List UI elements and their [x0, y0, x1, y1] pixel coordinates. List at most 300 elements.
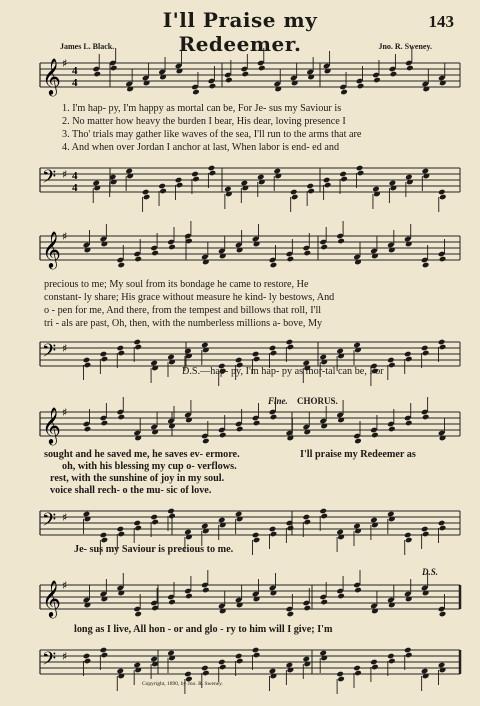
- note: [167, 227, 176, 250]
- note: [319, 582, 328, 605]
- note-head: [257, 174, 265, 181]
- note-head: [201, 342, 209, 349]
- note-head: [269, 668, 277, 675]
- note-head: [150, 656, 158, 663]
- note: [257, 174, 266, 197]
- note: [387, 511, 396, 534]
- note-head-lower: [253, 420, 261, 427]
- note-head-lower: [101, 420, 109, 427]
- note: [252, 403, 261, 426]
- note-head-lower: [422, 531, 430, 538]
- note-head-lower: [270, 262, 278, 269]
- note-head: [336, 529, 344, 536]
- note-head: [286, 662, 294, 669]
- note-head-lower: [439, 256, 447, 263]
- note: [92, 54, 101, 77]
- note-head: [167, 508, 175, 515]
- time-signature-bottom: 4: [72, 77, 78, 89]
- note: [235, 511, 244, 534]
- note-head-lower: [354, 587, 362, 594]
- note-head-lower: [320, 599, 328, 606]
- note-head: [175, 177, 183, 184]
- time-signature-top: 4: [72, 170, 78, 182]
- note-head: [133, 339, 141, 346]
- note: [184, 576, 193, 599]
- note-head: [421, 668, 429, 675]
- note: [353, 523, 362, 546]
- note-head: [133, 520, 141, 527]
- note-head-lower: [84, 362, 92, 369]
- note-head-lower: [202, 438, 210, 445]
- note-head: [218, 517, 226, 524]
- note-head-lower: [270, 414, 278, 421]
- note: [336, 576, 345, 599]
- note: [405, 48, 414, 71]
- note-head-lower: [270, 350, 278, 357]
- note-head-lower: [439, 611, 447, 618]
- note-head: [387, 653, 395, 660]
- note-head-lower: [134, 525, 142, 532]
- note: [438, 662, 447, 685]
- note-head-lower: [303, 605, 311, 612]
- note: [269, 668, 278, 691]
- note-head: [150, 360, 158, 367]
- note-head-lower: [168, 599, 176, 606]
- copyright-notice: Copyright, 1890, by Jno. R. Sweney.: [142, 681, 223, 687]
- note-head-lower: [84, 658, 92, 665]
- note: [150, 360, 159, 383]
- note: [150, 233, 159, 256]
- note-head-lower: [209, 83, 217, 90]
- note: [421, 397, 430, 420]
- note: [372, 186, 381, 209]
- note-head: [218, 659, 226, 666]
- note-head: [404, 647, 412, 654]
- note-head-lower: [202, 670, 210, 677]
- note-head-lower: [176, 182, 184, 189]
- note-head-lower: [84, 426, 92, 433]
- note: [167, 354, 176, 377]
- bass-clef-icon: 𝄢: [42, 341, 57, 366]
- time-signature-bottom: 4: [72, 182, 78, 194]
- note-head-lower: [324, 182, 332, 189]
- note: [356, 66, 365, 89]
- note-head-lower: [287, 611, 295, 618]
- note-head-lower: [219, 664, 227, 671]
- note: [273, 168, 282, 191]
- note-head: [100, 351, 108, 358]
- note-head-lower: [354, 670, 362, 677]
- note-head: [235, 357, 243, 364]
- note-head: [235, 511, 243, 518]
- note-head: [224, 186, 232, 193]
- note-head: [353, 523, 361, 530]
- note-head: [191, 171, 199, 178]
- note-head: [306, 183, 314, 190]
- note-head: [100, 647, 108, 654]
- verse-4-line-3: voice shall rech- o the mu- sic of love.: [50, 485, 212, 496]
- chorus-bass-lyric: Je- sus my Saviour is precious to me.: [74, 544, 234, 555]
- treble-clef-icon: 𝄞: [42, 230, 61, 268]
- note-head-lower: [159, 188, 167, 195]
- note: [405, 174, 414, 197]
- note-head: [387, 357, 395, 364]
- treble-staff-2: [0, 228, 480, 268]
- note-head: [133, 662, 141, 669]
- note-head: [404, 532, 412, 539]
- note-head: [438, 189, 446, 196]
- note-head-lower: [219, 432, 227, 439]
- verse-2-line-1: 2. No matter how heavy the burden I bear, His dear, loving presence I: [62, 116, 346, 127]
- note-head: [319, 354, 327, 361]
- note: [83, 409, 92, 432]
- sharp-icon: ♯: [62, 57, 68, 70]
- note: [218, 415, 227, 438]
- note-head-lower: [151, 519, 159, 526]
- note-head-lower: [439, 344, 447, 351]
- note-head-lower: [258, 65, 266, 72]
- note-head: [302, 514, 310, 521]
- note-head-lower: [253, 537, 261, 544]
- note: [336, 221, 345, 244]
- note-head-lower: [303, 519, 311, 526]
- note: [302, 233, 311, 256]
- note: [438, 239, 447, 262]
- note-head-lower: [337, 238, 345, 245]
- note: [218, 517, 227, 540]
- note-head-lower: [134, 344, 142, 351]
- note-head: [167, 650, 175, 657]
- chorus-lyric-line-2: long as I live, All hon - or and glo - ry to him will I give; I'm: [74, 624, 333, 635]
- note-head: [125, 168, 133, 175]
- note: [133, 594, 142, 617]
- note: [422, 168, 431, 191]
- note-head-lower: [405, 537, 413, 544]
- note-head-lower: [185, 593, 193, 600]
- bass-staff-1: [0, 160, 480, 200]
- note-head: [421, 345, 429, 352]
- treble-clef-icon: 𝄞: [42, 57, 61, 95]
- note-head: [438, 662, 446, 669]
- bass-clef-icon: 𝄢: [42, 167, 57, 192]
- note-head: [353, 665, 361, 672]
- note: [319, 650, 328, 673]
- note-head-lower: [110, 65, 118, 72]
- note-head-lower: [117, 350, 125, 357]
- note-head: [422, 168, 430, 175]
- note-head-lower: [320, 244, 328, 251]
- note-head: [201, 665, 209, 672]
- note: [269, 245, 278, 268]
- note-head-lower: [439, 194, 447, 201]
- note: [116, 668, 125, 691]
- note-head: [100, 532, 108, 539]
- note-head: [319, 508, 327, 515]
- note-head: [167, 354, 175, 361]
- note-head-lower: [134, 611, 142, 618]
- note-head-lower: [192, 89, 200, 96]
- treble-staff-4: [0, 577, 480, 617]
- note-head-lower: [340, 89, 348, 96]
- note-head: [208, 165, 216, 172]
- note-head-lower: [405, 652, 413, 659]
- hymn-title: I'll Praise my Redeemer.: [162, 8, 318, 56]
- note: [286, 662, 295, 685]
- note: [319, 227, 328, 250]
- note: [421, 245, 430, 268]
- note-head: [405, 174, 413, 181]
- note-head-lower: [405, 420, 413, 427]
- verse-3-line-3: rest, with the sunshine of joy in my soul.: [50, 473, 225, 484]
- verse-2-line-3: oh, with his blessing my cup o- verflows.: [62, 461, 237, 472]
- note-head-lower: [117, 262, 125, 269]
- note-head-lower: [287, 256, 295, 263]
- verse-2-line-2: constant- ly share; His grace without measure he kind- ly bestows, And: [44, 292, 335, 303]
- bass-clef-icon: 𝄢: [42, 510, 57, 535]
- note-head-lower: [101, 537, 109, 544]
- note-head-lower: [371, 432, 379, 439]
- verse-1-line-2: precious to me; My soul from its bondage he came to restore, He: [44, 279, 309, 290]
- note: [201, 342, 210, 365]
- composer-credit: Jno. R. Sweney.: [378, 42, 432, 51]
- note-head: [184, 348, 192, 355]
- note: [387, 409, 396, 432]
- note-head: [269, 526, 277, 533]
- note-head: [269, 345, 277, 352]
- verse-4-line-1: 4. And when over Jordan I anchor at last, When labor is end- ed and: [62, 142, 340, 153]
- note: [389, 180, 398, 203]
- note-head-lower: [439, 525, 447, 532]
- note-head: [184, 671, 192, 678]
- sharp-icon: ♯: [62, 230, 68, 243]
- sharp-icon: ♯: [62, 650, 68, 663]
- note-head-lower: [168, 244, 176, 251]
- note-head-lower: [101, 652, 109, 659]
- note-head-lower: [253, 356, 261, 363]
- note: [421, 668, 430, 691]
- note: [389, 54, 398, 77]
- note-head-lower: [192, 176, 200, 183]
- note-head: [83, 653, 91, 660]
- note-head: [370, 659, 378, 666]
- note-head: [286, 339, 294, 346]
- sharp-icon: ♯: [62, 168, 68, 181]
- note-head: [235, 653, 243, 660]
- note: [241, 54, 250, 77]
- note: [184, 221, 193, 244]
- note-head-lower: [390, 71, 398, 78]
- note: [370, 517, 379, 540]
- note: [286, 594, 295, 617]
- note: [167, 650, 176, 673]
- note-head-lower: [307, 188, 315, 195]
- note-head: [252, 351, 260, 358]
- note: [224, 186, 233, 209]
- note-head-lower: [388, 362, 396, 369]
- note-head-lower: [253, 652, 261, 659]
- note: [133, 239, 142, 262]
- note: [241, 180, 250, 203]
- verse-4-line-2: tri - als are past, Oh, then, with the numberless millions a- bove, My: [44, 318, 323, 329]
- note-head-lower: [287, 344, 295, 351]
- note-head-lower: [168, 513, 176, 520]
- sharp-icon: ♯: [62, 511, 68, 524]
- note-head-lower: [117, 531, 125, 538]
- note-head: [290, 189, 298, 196]
- note-head-lower: [303, 250, 311, 257]
- note: [353, 421, 362, 444]
- note: [224, 60, 233, 83]
- note: [201, 523, 210, 546]
- verse-3-line-1: 3. Tho' trials may gather like waves of the sea, I'll run to the arms that are: [62, 129, 362, 140]
- note-head-lower: [151, 250, 159, 257]
- note: [353, 342, 362, 365]
- note: [92, 180, 101, 203]
- note-head: [116, 526, 124, 533]
- note-head-lower: [236, 426, 244, 433]
- note-head: [356, 165, 364, 172]
- note: [286, 239, 295, 262]
- bass-staff-4: [0, 642, 480, 682]
- note-head-lower: [337, 676, 345, 683]
- note: [133, 662, 142, 685]
- note-head-lower: [242, 71, 250, 78]
- bass-clef-icon: 𝄢: [42, 649, 57, 674]
- note-head: [273, 168, 281, 175]
- note: [125, 168, 134, 191]
- sharp-icon: ♯: [62, 406, 68, 419]
- sharp-icon: ♯: [62, 342, 68, 355]
- verse-1-line-1: 1. I'm hap- py, I'm happy as mortal can be, For Je- sus my Saviour is: [62, 103, 342, 114]
- note-head: [158, 183, 166, 190]
- note-head: [241, 180, 249, 187]
- note: [336, 529, 345, 552]
- note: [404, 403, 413, 426]
- note-head: [404, 351, 412, 358]
- note-head-lower: [101, 356, 109, 363]
- note-head: [116, 345, 124, 352]
- note-head-lower: [388, 426, 396, 433]
- note-head: [336, 671, 344, 678]
- note-head: [353, 342, 361, 349]
- note: [353, 570, 362, 593]
- note-head-lower: [202, 587, 210, 594]
- time-signature-top: 4: [72, 65, 78, 77]
- note: [201, 421, 210, 444]
- page-number: 143: [428, 12, 454, 31]
- note-head: [142, 189, 150, 196]
- note-head-lower: [337, 593, 345, 600]
- note: [372, 60, 381, 83]
- note-head-lower: [117, 414, 125, 421]
- note-head: [339, 171, 347, 178]
- note-head-lower: [354, 438, 362, 445]
- note: [302, 588, 311, 611]
- note: [302, 656, 311, 679]
- note-head: [336, 348, 344, 355]
- note: [100, 403, 109, 426]
- note-head: [252, 532, 260, 539]
- note-head-lower: [422, 350, 430, 357]
- ds-marker: D.S.: [422, 567, 439, 577]
- note-head-lower: [320, 513, 328, 520]
- note: [167, 582, 176, 605]
- treble-clef-icon: 𝄞: [42, 579, 61, 617]
- note: [116, 397, 125, 420]
- note: [438, 594, 447, 617]
- note-head-lower: [371, 664, 379, 671]
- note-head: [150, 514, 158, 521]
- verse-3-line-2: o - pen for me, And there, from the tempest and billows that roll, I'll: [44, 305, 322, 316]
- ds-lyric-line: D.S.—hap- py, I'm hap- py as mor-tal can be, For: [182, 366, 384, 377]
- note-head: [319, 650, 327, 657]
- note: [201, 570, 210, 593]
- note-head: [387, 511, 395, 518]
- note-head: [184, 529, 192, 536]
- note-head: [438, 339, 446, 346]
- sharp-icon: ♯: [62, 579, 68, 592]
- note-head: [83, 511, 91, 518]
- note-head-lower: [422, 262, 430, 269]
- note-head-lower: [406, 65, 414, 72]
- fine-marker: Fine.: [268, 396, 288, 406]
- note: [116, 245, 125, 268]
- note-head-lower: [287, 525, 295, 532]
- note-head-lower: [373, 77, 381, 84]
- lyricist-credit: James L. Black.: [60, 42, 115, 51]
- note: [339, 72, 348, 95]
- note-head: [370, 517, 378, 524]
- chorus-lyric-line-1: I'll praise my Redeemer as: [300, 449, 416, 460]
- note-head: [421, 526, 429, 533]
- note-head: [252, 647, 260, 654]
- note-head-lower: [357, 170, 365, 177]
- note-head-lower: [93, 71, 101, 78]
- chorus-heading: CHORUS.: [297, 396, 338, 406]
- note-head: [323, 177, 331, 184]
- note-head-lower: [134, 256, 142, 263]
- treble-staff-1: [0, 55, 480, 95]
- bass-staff-3: [0, 503, 480, 543]
- note-head-lower: [225, 77, 233, 84]
- note: [235, 409, 244, 432]
- note-head: [92, 180, 100, 187]
- note-head-lower: [143, 194, 151, 201]
- note: [370, 415, 379, 438]
- verse-1-line-3: sought and he saved me, he saves ev- ermore.: [44, 449, 240, 460]
- note-head-lower: [270, 531, 278, 538]
- note-head: [372, 186, 380, 193]
- note-head: [389, 180, 397, 187]
- note-head: [116, 668, 124, 675]
- note-head-lower: [357, 83, 365, 90]
- note-head-lower: [340, 176, 348, 183]
- note-head-lower: [422, 414, 430, 421]
- note-head: [201, 523, 209, 530]
- note: [83, 511, 92, 534]
- note-head: [83, 357, 91, 364]
- note-head-lower: [291, 194, 299, 201]
- note: [208, 66, 217, 89]
- note-head: [438, 520, 446, 527]
- note-head-lower: [388, 658, 396, 665]
- note-head-lower: [405, 356, 413, 363]
- note-head-lower: [209, 170, 217, 177]
- note-head-lower: [236, 658, 244, 665]
- treble-clef-icon: 𝄞: [42, 406, 61, 444]
- treble-staff-3: [0, 404, 480, 444]
- note-head: [302, 656, 310, 663]
